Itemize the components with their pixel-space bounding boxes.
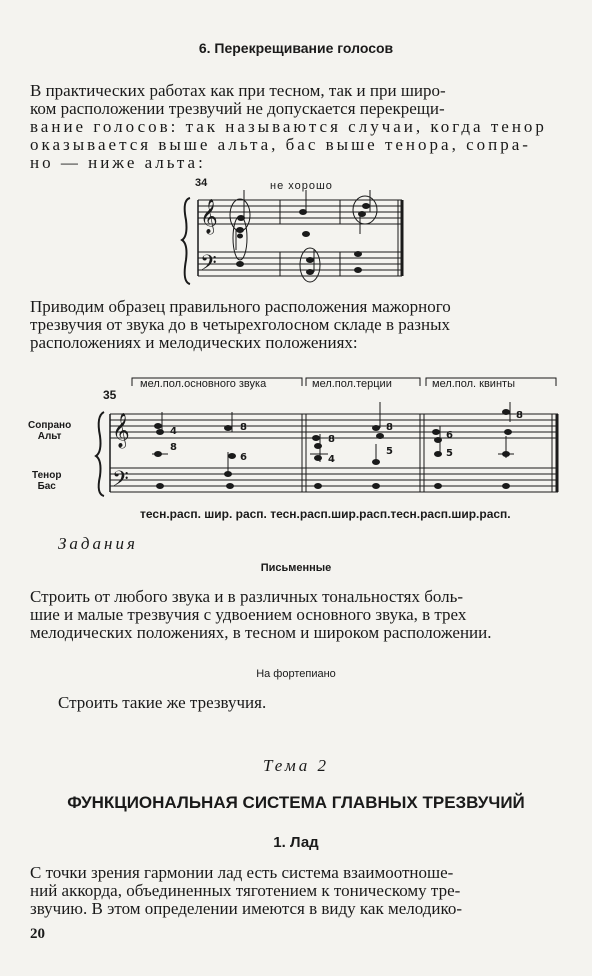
paragraph-crossing-voices [30,82,552,172]
figure: 6 [240,452,247,463]
figure: 8 [516,410,523,421]
example-number: 34 [195,177,208,189]
voice-name: Тенор [32,470,62,481]
paragraph-line: звучию. В этом определении имеются в виду как мелодико- [30,899,463,918]
example-caption: не хорошо [270,180,333,192]
paragraph-line: вание голосов: так называются случаи, когда тенор [30,117,547,136]
music-example-35 [90,372,570,502]
paragraph-line: Приводим образец правильного расположения мажорного [30,297,451,316]
position-labels: тесн.расп. шир. расп. тесн.расп.шир.расп.тесн.расп.шир.расп. [140,507,511,521]
tasks-heading: Задания [58,534,138,553]
piano-heading: На фортепиано [256,668,336,680]
music-example-34 [180,190,410,290]
theme-heading: Тема 2 [262,756,330,775]
voice-name: Бас [37,481,56,492]
paragraph-line: С точки зрения гармонии лад есть система взаимоотноше- [30,863,454,882]
paragraph-line: но — ниже альта: [30,153,206,172]
paragraph-sample [30,298,552,352]
figure: 5 [386,446,393,457]
figure: 8 [170,442,177,453]
paragraph-line: В практических работах как при тесном, так и при широ- [30,81,446,100]
paragraph-line: ний аккорда, объединенных тяготением к тоническому тре- [30,881,461,900]
page-number: 20 [30,926,45,942]
svg-text:𝄢: 𝄢 [112,467,129,497]
bracket-label-fifth: мел.пол. квинты [432,378,515,390]
bracket-label-third: мел.пол.терции [312,378,392,390]
paragraph-line: Строить от любого звука и в различных тональностях боль- [30,587,464,606]
section-heading: 6. Перекрещивание голосов [198,40,394,56]
svg-text:𝄞: 𝄞 [112,413,130,448]
figure: 4 [328,454,335,465]
figure: 8 [240,422,247,433]
example-number: 35 [103,388,117,402]
piano-text: Строить такие же трезвучия. [58,693,267,712]
paragraph-line: мелодических положениях, в тесном и широком расположении. [30,623,492,642]
figure: 5 [446,448,453,459]
paragraph-written [30,588,552,642]
bracket-label-root: мел.пол.основного звука [140,378,267,390]
svg-text:𝄞: 𝄞 [200,199,218,234]
figure: 8 [386,422,393,433]
written-heading: Письменные [260,562,332,574]
subsection-heading: 1. Лад [273,834,319,851]
figure: 4 [170,426,177,437]
voice-label-bottom [32,470,61,492]
chapter-heading: ФУНКЦИОНАЛЬНАЯ СИСТЕМА ГЛАВНЫХ ТРЕЗВУЧИЙ [67,793,525,812]
svg-text:𝄢: 𝄢 [200,251,217,281]
figure: 6 [446,430,453,441]
paragraph-line: расположениях и мелодических положениях: [30,333,358,352]
paragraph-mode [30,864,552,918]
voice-name: Альт [37,431,62,442]
paragraph-line: шие и малые трезвучия с удвоением основного звука, в трех [30,605,467,624]
paragraph-line: трезвучия от звука до в четырехголосном складе в разных [30,315,451,334]
paragraph-line: ком расположении трезвучий не допускается перекрещи- [30,99,445,118]
voice-label-top [28,420,71,442]
voice-name: Сопрано [28,420,72,431]
figure: 8 [328,434,335,445]
paragraph-line: оказывается выше альта, бас выше тенора, сопра- [30,135,531,154]
